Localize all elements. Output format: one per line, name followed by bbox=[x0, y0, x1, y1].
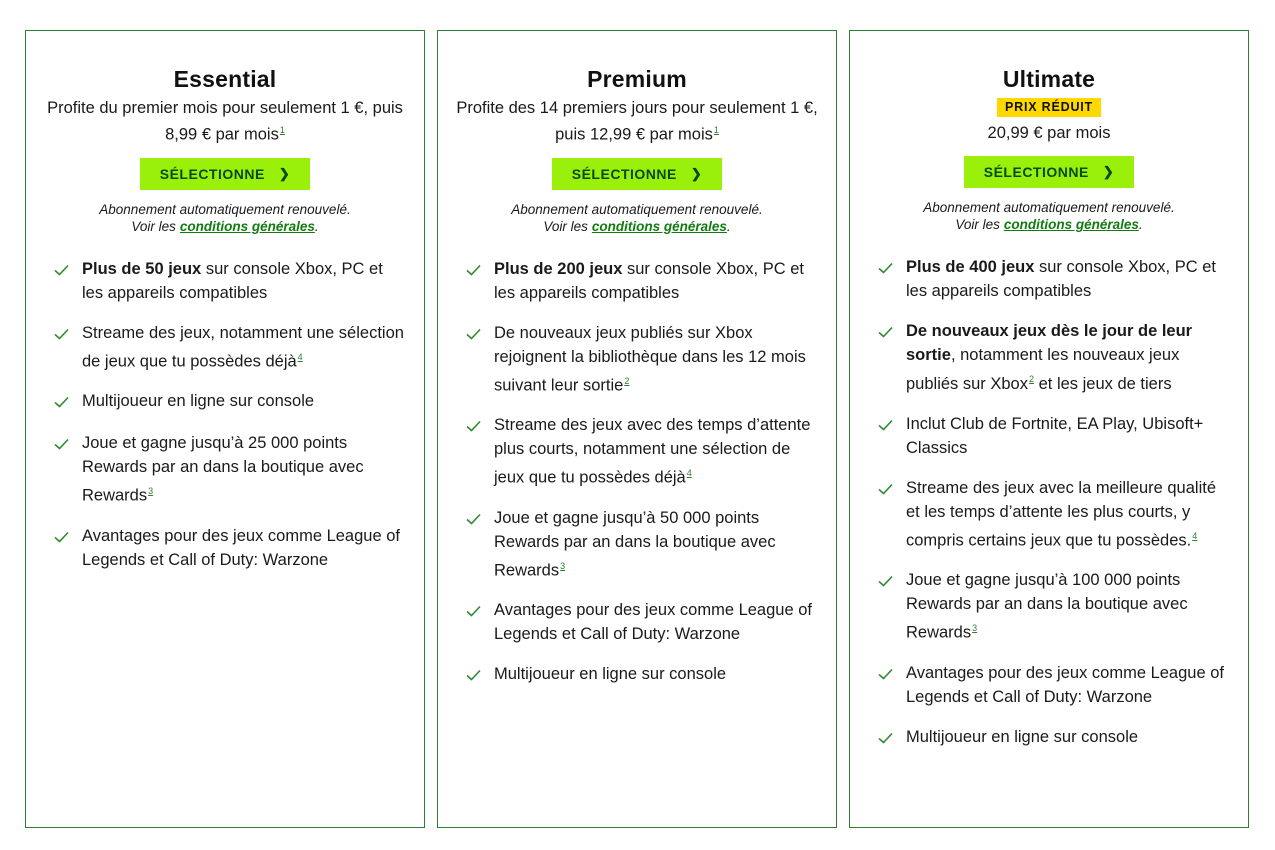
check-icon bbox=[878, 255, 906, 281]
footnote-link[interactable]: 4 bbox=[1192, 530, 1198, 541]
feature-item bbox=[878, 661, 1228, 709]
plan-title: Essential bbox=[173, 66, 277, 92]
plan-header bbox=[850, 31, 1248, 233]
terms-link[interactable]: conditions générales bbox=[1003, 217, 1139, 232]
renewal-text: Abonnement automatiquement renouvelé. bbox=[99, 201, 351, 217]
feature-item bbox=[54, 524, 404, 572]
renewal-text: Abonnement automatiquement renouvelé. bbox=[511, 201, 763, 217]
check-icon bbox=[878, 476, 906, 502]
chevron-right-icon: ❯ bbox=[278, 165, 291, 181]
feature-item bbox=[466, 321, 816, 398]
feature-text bbox=[494, 321, 816, 398]
renewal-note bbox=[26, 201, 424, 235]
feature-item bbox=[466, 662, 816, 688]
feature-text bbox=[82, 321, 404, 374]
feature-text bbox=[494, 257, 816, 305]
plan-header bbox=[26, 31, 424, 235]
feature-body: De nouveaux jeux publiés sur Xbox rejoignent la bibliothèque dans les 12 mois suivant leur sortie bbox=[494, 323, 806, 394]
renewal-note bbox=[438, 201, 836, 235]
check-icon bbox=[54, 321, 82, 347]
feature-body: Avantages pour des jeux comme League of Legends et Call of Duty: Warzone bbox=[906, 663, 1224, 706]
feature-body: Avantages pour des jeux comme League of Legends et Call of Duty: Warzone bbox=[82, 526, 400, 569]
terms-suffix: . bbox=[726, 218, 731, 234]
feature-item bbox=[878, 476, 1228, 553]
footnote-link[interactable]: 4 bbox=[297, 351, 303, 362]
feature-item bbox=[466, 257, 816, 305]
feature-bold: Plus de 200 jeux bbox=[494, 259, 623, 278]
feature-body: Streame des jeux, notamment une sélection de jeux que tu possèdes déjà bbox=[82, 323, 404, 370]
feature-item bbox=[54, 321, 404, 374]
plan-price: 20,99 € par mois bbox=[987, 124, 1111, 142]
footnote-link[interactable]: 3 bbox=[972, 623, 978, 633]
feature-text bbox=[494, 662, 816, 686]
check-icon bbox=[878, 412, 906, 438]
feature-item bbox=[54, 257, 404, 305]
feature-item bbox=[466, 506, 816, 583]
terms-link[interactable]: conditions générales bbox=[591, 218, 727, 234]
check-icon bbox=[466, 321, 494, 347]
feature-text bbox=[906, 568, 1228, 645]
feature-body: Multijoueur en ligne sur console bbox=[82, 392, 315, 410]
feature-text bbox=[494, 413, 816, 490]
feature-text bbox=[906, 319, 1228, 396]
plan-card-ultimate bbox=[849, 30, 1249, 828]
select-button-label: SÉLECTIONNE bbox=[159, 165, 265, 182]
feature-text bbox=[82, 524, 404, 572]
select-button-label: SÉLECTIONNE bbox=[983, 164, 1089, 180]
chevron-right-icon: ❯ bbox=[690, 165, 703, 181]
plan-card-essential bbox=[25, 30, 425, 828]
terms-suffix: . bbox=[314, 218, 319, 234]
check-icon bbox=[466, 413, 494, 439]
feature-text bbox=[906, 725, 1228, 749]
select-plan-button[interactable] bbox=[964, 156, 1134, 188]
feature-body: Streame des jeux avec des temps d’attente plus courts, notamment une sélection de jeux que tu possèdes déjà bbox=[494, 416, 811, 487]
feature-body: Joue et gagne jusqu’à 50 000 points Rewards par an dans la boutique avec Rewards bbox=[494, 508, 776, 579]
feature-text bbox=[906, 661, 1228, 709]
feature-text bbox=[906, 255, 1228, 303]
feature-body: Joue et gagne jusqu’à 25 000 points Rewards par an dans la boutique avec Rewards bbox=[82, 434, 364, 505]
feature-item bbox=[54, 389, 404, 415]
chevron-right-icon: ❯ bbox=[1102, 164, 1115, 179]
feature-text bbox=[906, 476, 1228, 553]
check-icon bbox=[54, 524, 82, 550]
terms-prefix: Voir les bbox=[131, 218, 176, 234]
feature-text bbox=[82, 257, 404, 305]
plan-description bbox=[40, 97, 410, 146]
check-icon bbox=[466, 662, 494, 688]
plan-description-text: Profite du premier mois pour seulement 1 €, puis 8,99 € par mois bbox=[47, 99, 403, 144]
terms-link[interactable]: conditions générales bbox=[179, 218, 315, 234]
terms-prefix: Voir les bbox=[543, 218, 588, 234]
terms-prefix: Voir les bbox=[955, 217, 1000, 232]
feature-item bbox=[466, 413, 816, 490]
feature-body: sur console Xbox, PC et les appareils compatibles bbox=[906, 258, 1216, 300]
footnote-link[interactable]: 1 bbox=[713, 125, 719, 135]
select-plan-button[interactable] bbox=[140, 158, 310, 190]
feature-list bbox=[438, 235, 836, 689]
feature-text bbox=[494, 598, 816, 646]
feature-list bbox=[850, 233, 1248, 751]
footnote-link[interactable]: 1 bbox=[279, 125, 285, 135]
feature-text bbox=[494, 506, 816, 583]
check-icon bbox=[878, 319, 906, 345]
feature-item bbox=[878, 412, 1228, 460]
feature-body: Inclut Club de Fortnite, EA Play, Ubisoft+ Classics bbox=[906, 414, 1204, 457]
feature-bold: Plus de 50 jeux bbox=[82, 259, 202, 278]
feature-text bbox=[906, 412, 1228, 460]
feature-body: Streame des jeux avec la meilleure qualité et les temps d’attente les plus courts, y compris certains jeux que tu possèdes. bbox=[906, 478, 1216, 549]
plan-header bbox=[438, 31, 836, 235]
feature-list bbox=[26, 235, 424, 572]
check-icon bbox=[54, 389, 82, 415]
check-icon bbox=[466, 257, 494, 283]
feature-body: Multijoueur en ligne sur console bbox=[494, 665, 727, 683]
footnote-link[interactable]: 2 bbox=[624, 375, 630, 386]
check-icon bbox=[878, 568, 906, 594]
footnote-link[interactable]: 4 bbox=[686, 468, 692, 478]
footnote-link[interactable]: 3 bbox=[560, 560, 566, 571]
feature-body: , notamment les nouveaux jeux publiés sur Xbox$^2$ et les jeux de tiers bbox=[906, 346, 1180, 393]
check-icon bbox=[54, 431, 82, 457]
feature-item bbox=[878, 255, 1228, 303]
feature-body: Avantages pour des jeux comme League of Legends et Call of Duty: Warzone bbox=[494, 601, 812, 643]
plan-description-text: Profite des 14 premiers jours pour seulement 1 €, puis 12,99 € par mois bbox=[456, 99, 818, 144]
feature-body: Multijoueur en ligne sur console bbox=[906, 727, 1139, 746]
renewal-note bbox=[850, 199, 1248, 233]
footnote-link[interactable]: 3 bbox=[148, 486, 154, 496]
feature-body: Joue et gagne jusqu’à 100 000 points Rewards par an dans la boutique avec Rewards bbox=[906, 571, 1188, 642]
feature-item bbox=[466, 598, 816, 646]
feature-item bbox=[878, 319, 1228, 396]
feature-body: sur console Xbox, PC et les appareils compatibles bbox=[494, 259, 804, 302]
feature-item bbox=[878, 568, 1228, 645]
footnote-link[interactable]: 2 bbox=[1029, 374, 1035, 384]
feature-text bbox=[82, 431, 404, 508]
plan-card-premium bbox=[437, 30, 837, 828]
plan-title: Ultimate bbox=[1002, 66, 1096, 92]
feature-text bbox=[82, 389, 404, 413]
check-icon bbox=[878, 725, 906, 751]
check-icon bbox=[466, 506, 494, 532]
renewal-text: Abonnement automatiquement renouvelé. bbox=[923, 200, 1175, 215]
plan-description bbox=[452, 97, 822, 146]
discount-badge: PRIX RÉDUIT bbox=[997, 98, 1101, 117]
select-button-label: SÉLECTIONNE bbox=[571, 165, 677, 182]
select-plan-button[interactable] bbox=[552, 158, 722, 190]
check-icon bbox=[466, 598, 494, 624]
feature-bold: Plus de 400 jeux bbox=[906, 258, 1035, 276]
feature-bold: De nouveaux jeux dès le jour de leur sortie bbox=[906, 322, 1193, 364]
feature-item bbox=[878, 725, 1228, 751]
check-icon bbox=[54, 257, 82, 283]
plan-title: Premium bbox=[587, 66, 687, 92]
feature-body: sur console Xbox, PC et les appareils compatibles bbox=[82, 259, 383, 302]
feature-item bbox=[54, 431, 404, 508]
terms-suffix: . bbox=[1138, 217, 1143, 232]
check-icon bbox=[878, 661, 906, 687]
